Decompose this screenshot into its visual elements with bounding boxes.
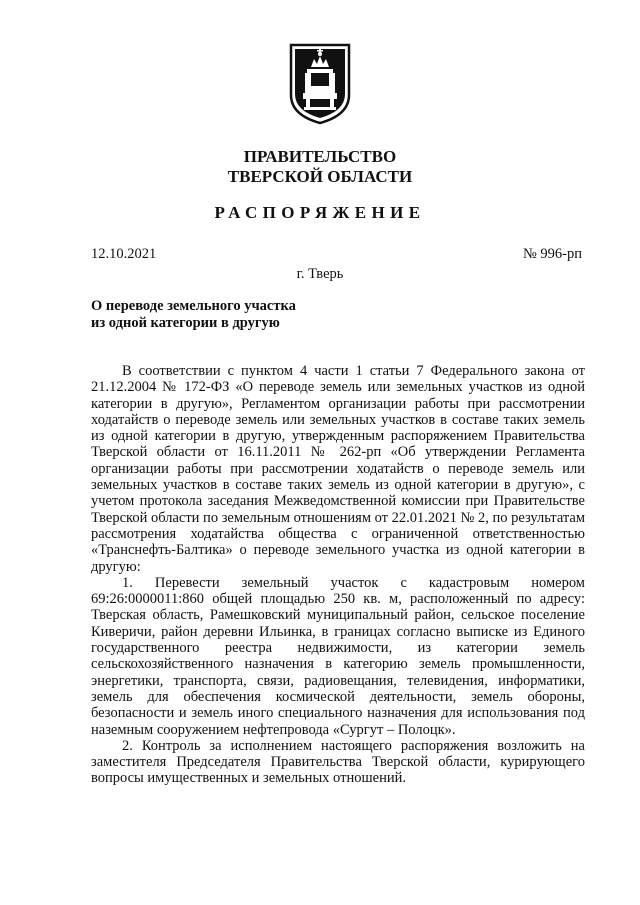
government-name-line2: ТВЕРСКОЙ ОБЛАСТИ	[227, 167, 413, 186]
document-date: 12.10.2021	[91, 246, 157, 262]
subject-line: О переводе земельного участка	[91, 298, 296, 314]
body-paragraph-item-1: 1. Перевести земельный участок с кадастровым номером 69:26:0000011:860 общей площадью 250 кв. м, расположенный по адресу: Тверская область, Рамешковский муниципальный район, сельское поселение Киверичи, район деревни Ильинка, в границах согласно выписке из Единого государственного реестра недвижимости, из категории земель сельскохозяйственного назначения в категорию земель промышленности, энергетики, транспорта, связи, радиовещания, телевидения, информатики, земель для обеспечения космической деятельности, земель обороны, безопасности и земель иного специального назначения для использования под наземным сооружением нефтепровода «Сургут – Полоцк».	[91, 574, 585, 738]
subject-line: из одной категории в другую	[91, 315, 280, 331]
document-body	[91, 363, 585, 787]
document-number: № 996-рп	[522, 246, 582, 262]
body-paragraph-preamble: В соответствии с пунктом 4 части 1 статьи 7 Федерального закона от 21.12.2004 № 172-ФЗ «О переводе земель или земельных участков из одной категории в другую», Регламентом организации работы при рассмотрении ходатайств о переводе земель или земельных участков в составе таких земель из одной категории в другую, утвержденным распоряжением Правительства Тверской области от 16.11.2011 № 262-рп «Об утверждении Регламента организации работы при рассмотрении ходатайств о переводе земель или земельных участков в составе таких земель из одной категории в другую», с учетом протокола заседания Межведомственной комиссии при Правительстве Тверской области по земельным отношениям от 22.01.2021 № 2, по результатам рассмотрения ходатайства общества с ограниченной ответственностью «Транснефть-Балтика» о переводе земельного участка из одной категории в другую:	[91, 363, 585, 575]
document-subject	[91, 298, 296, 332]
government-name-line1: ПРАВИТЕЛЬСТВО	[243, 147, 397, 166]
document-city: г. Тверь	[296, 266, 344, 282]
document-type-title: РАСПОРЯЖЕНИЕ	[214, 203, 426, 222]
tver-coat-of-arms-icon	[289, 43, 351, 125]
body-paragraph-item-2: 2. Контроль за исполнением настоящего распоряжения возложить на заместителя Председателя Правительства Тверской области, курирующего вопросы имущественных и земельных отношений.	[91, 737, 585, 787]
